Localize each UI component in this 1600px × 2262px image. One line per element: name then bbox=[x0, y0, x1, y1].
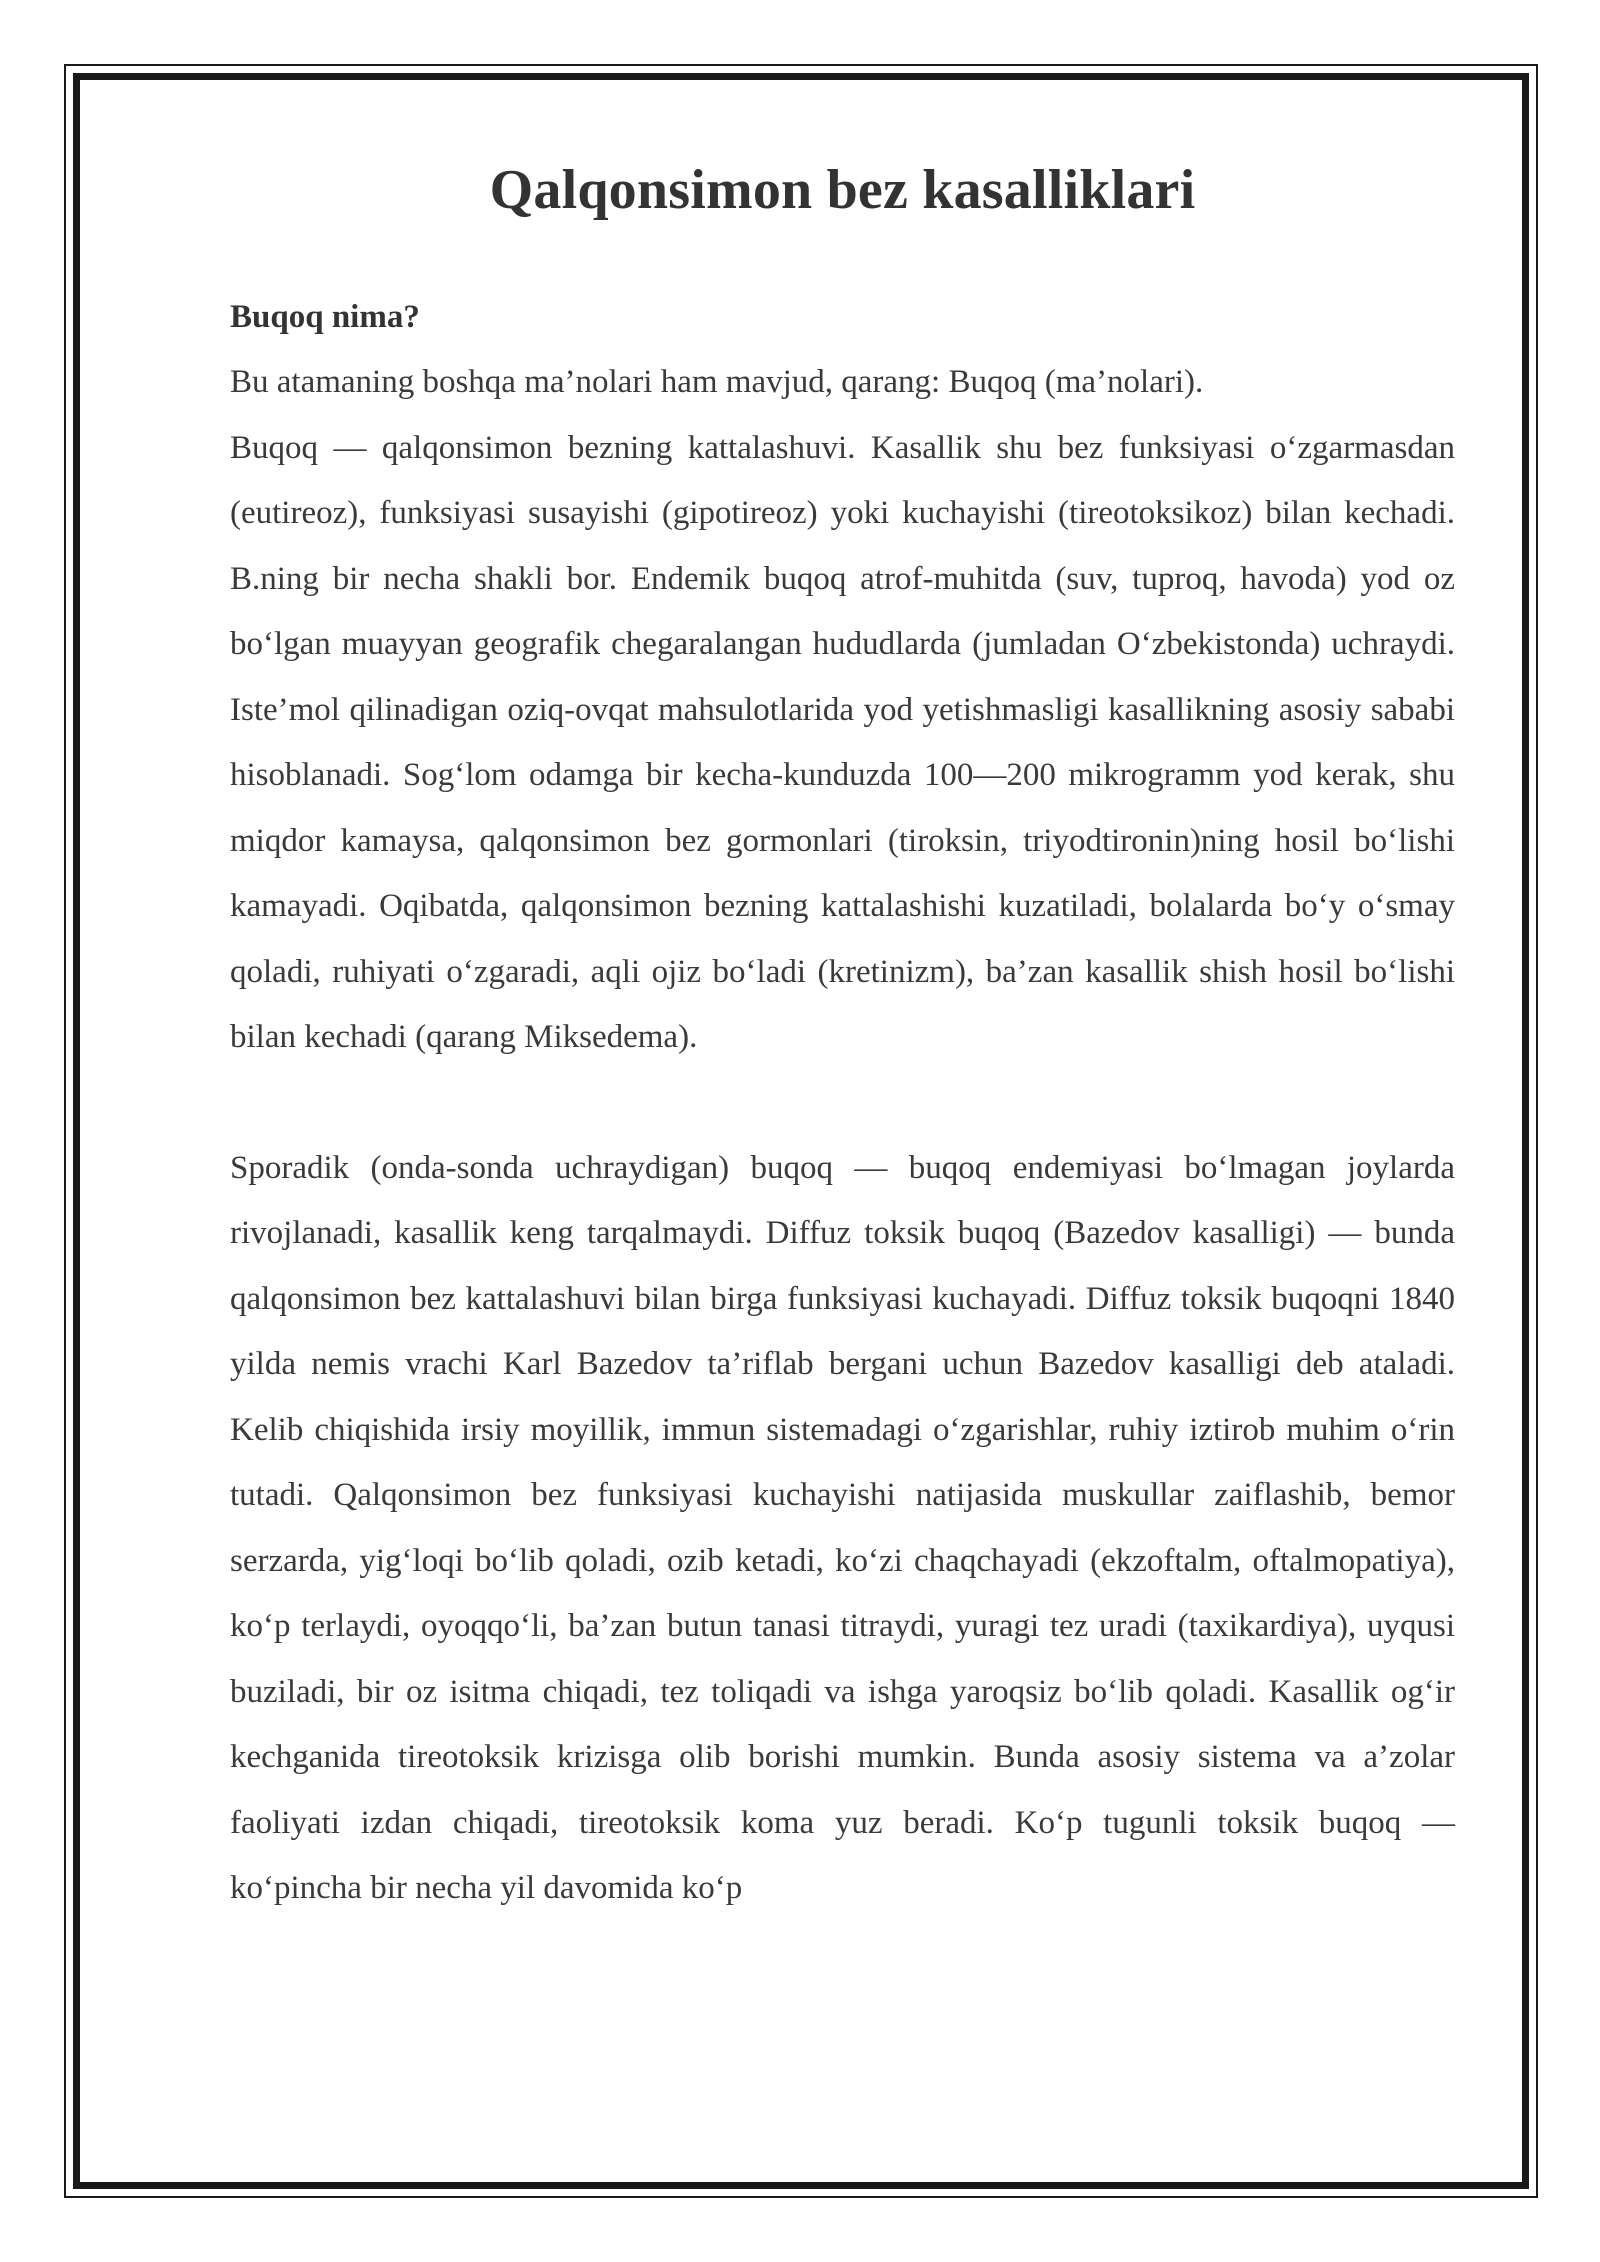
section-heading: Buqoq nima? bbox=[230, 299, 420, 335]
paragraph-spacer bbox=[230, 1071, 1455, 1136]
document-body bbox=[230, 150, 1455, 1922]
paragraph-definition: Buqoq — qalqonsimon bezning kattalashuvi. Kasallik shu bez funksiyasi o‘zgarmasdan (eutireoz), funksiyasi susayishi (gipotireoz) yoki kuchayishi (tireotoksikoz) bilan kechadi. B.ning bir necha shakli bor. Endemik buqoq atrof-muhitda (suv, tuproq, havoda) yod oz bo‘lgan muayyan geografik chegaralangan hududlarda (jumladan O‘zbekistonda) uchraydi. Iste’mol qilinadigan oziq-ovqat mahsulotlarida yod yetishmasligi kasallikning asosiy sababi hisoblanadi. Sog‘lom odamga bir kecha-kunduzda 100—200 mikrogramm yod kerak, shu miqdor kamaysa, qalqonsimon bez gormonlari (tiroksin, triyodtironin)ning hosil bo‘lishi kamayadi. Oqibatda, qalqonsimon bezning kattalashishi kuzatiladi, bolalarda bo‘y o‘smay qoladi, ruhiyati o‘zgaradi, aqli ojiz bo‘ladi (kretinizm), ba’zan kasallik shish hosil bo‘lishi bilan kechadi (qarang Miksedema). bbox=[230, 429, 1455, 1055]
paragraph-see-also: Bu atamaning boshqa ma’nolari ham mavjud, qarang: Buqoq (ma’nolari). bbox=[230, 364, 1204, 400]
document-title: Qalqonsimon bez kasalliklari bbox=[489, 159, 1196, 221]
paragraph-sporadic-goiter: Sporadik (onda-sonda uchraydigan) buqoq — buqoq endemiyasi bo‘lmagan joylarda rivojlanadi, kasallik keng tarqalmaydi. Diffuz toksik buqoq (Bazedov kasalligi) — bunda qalqonsimon bez kattalashuvi bilan birga funksiyasi kuchayadi. Diffuz toksik buqoqni 1840 yilda nemis vrachi Karl Bazedov ta’riflab bergani uchun Bazedov kasalligi deb ataladi. Kelib chiqishida irsiy moyillik, immun sistemadagi o‘zgarishlar, ruhiy iztirob muhim o‘rin tutadi. Qalqonsimon bez funksiyasi kuchayishi natijasida muskullar zaiflashib, bemor serzarda, yig‘loqi bo‘lib qoladi, ozib ketadi, ko‘zi chaqchayadi (ekzoftalm, oftalmopatiya), ko‘p terlaydi, oyoqqo‘li, ba’zan butun tanasi titraydi, yuragi tez uradi (taxikardiya), uyqusi buziladi, bir oz isitma chiqadi, tez toliqadi va ishga yaroqsiz bo‘lib qoladi. Kasallik og‘ir kechganida tireotoksik krizisga olib borishi mumkin. Bunda asosiy sistema va a’zolar faoliyati izdan chiqadi, tireotoksik koma yuz beradi. Ko‘p tugunli toksik buqoq — ko‘pincha bir necha yil davomida ko‘p bbox=[230, 1149, 1455, 1906]
